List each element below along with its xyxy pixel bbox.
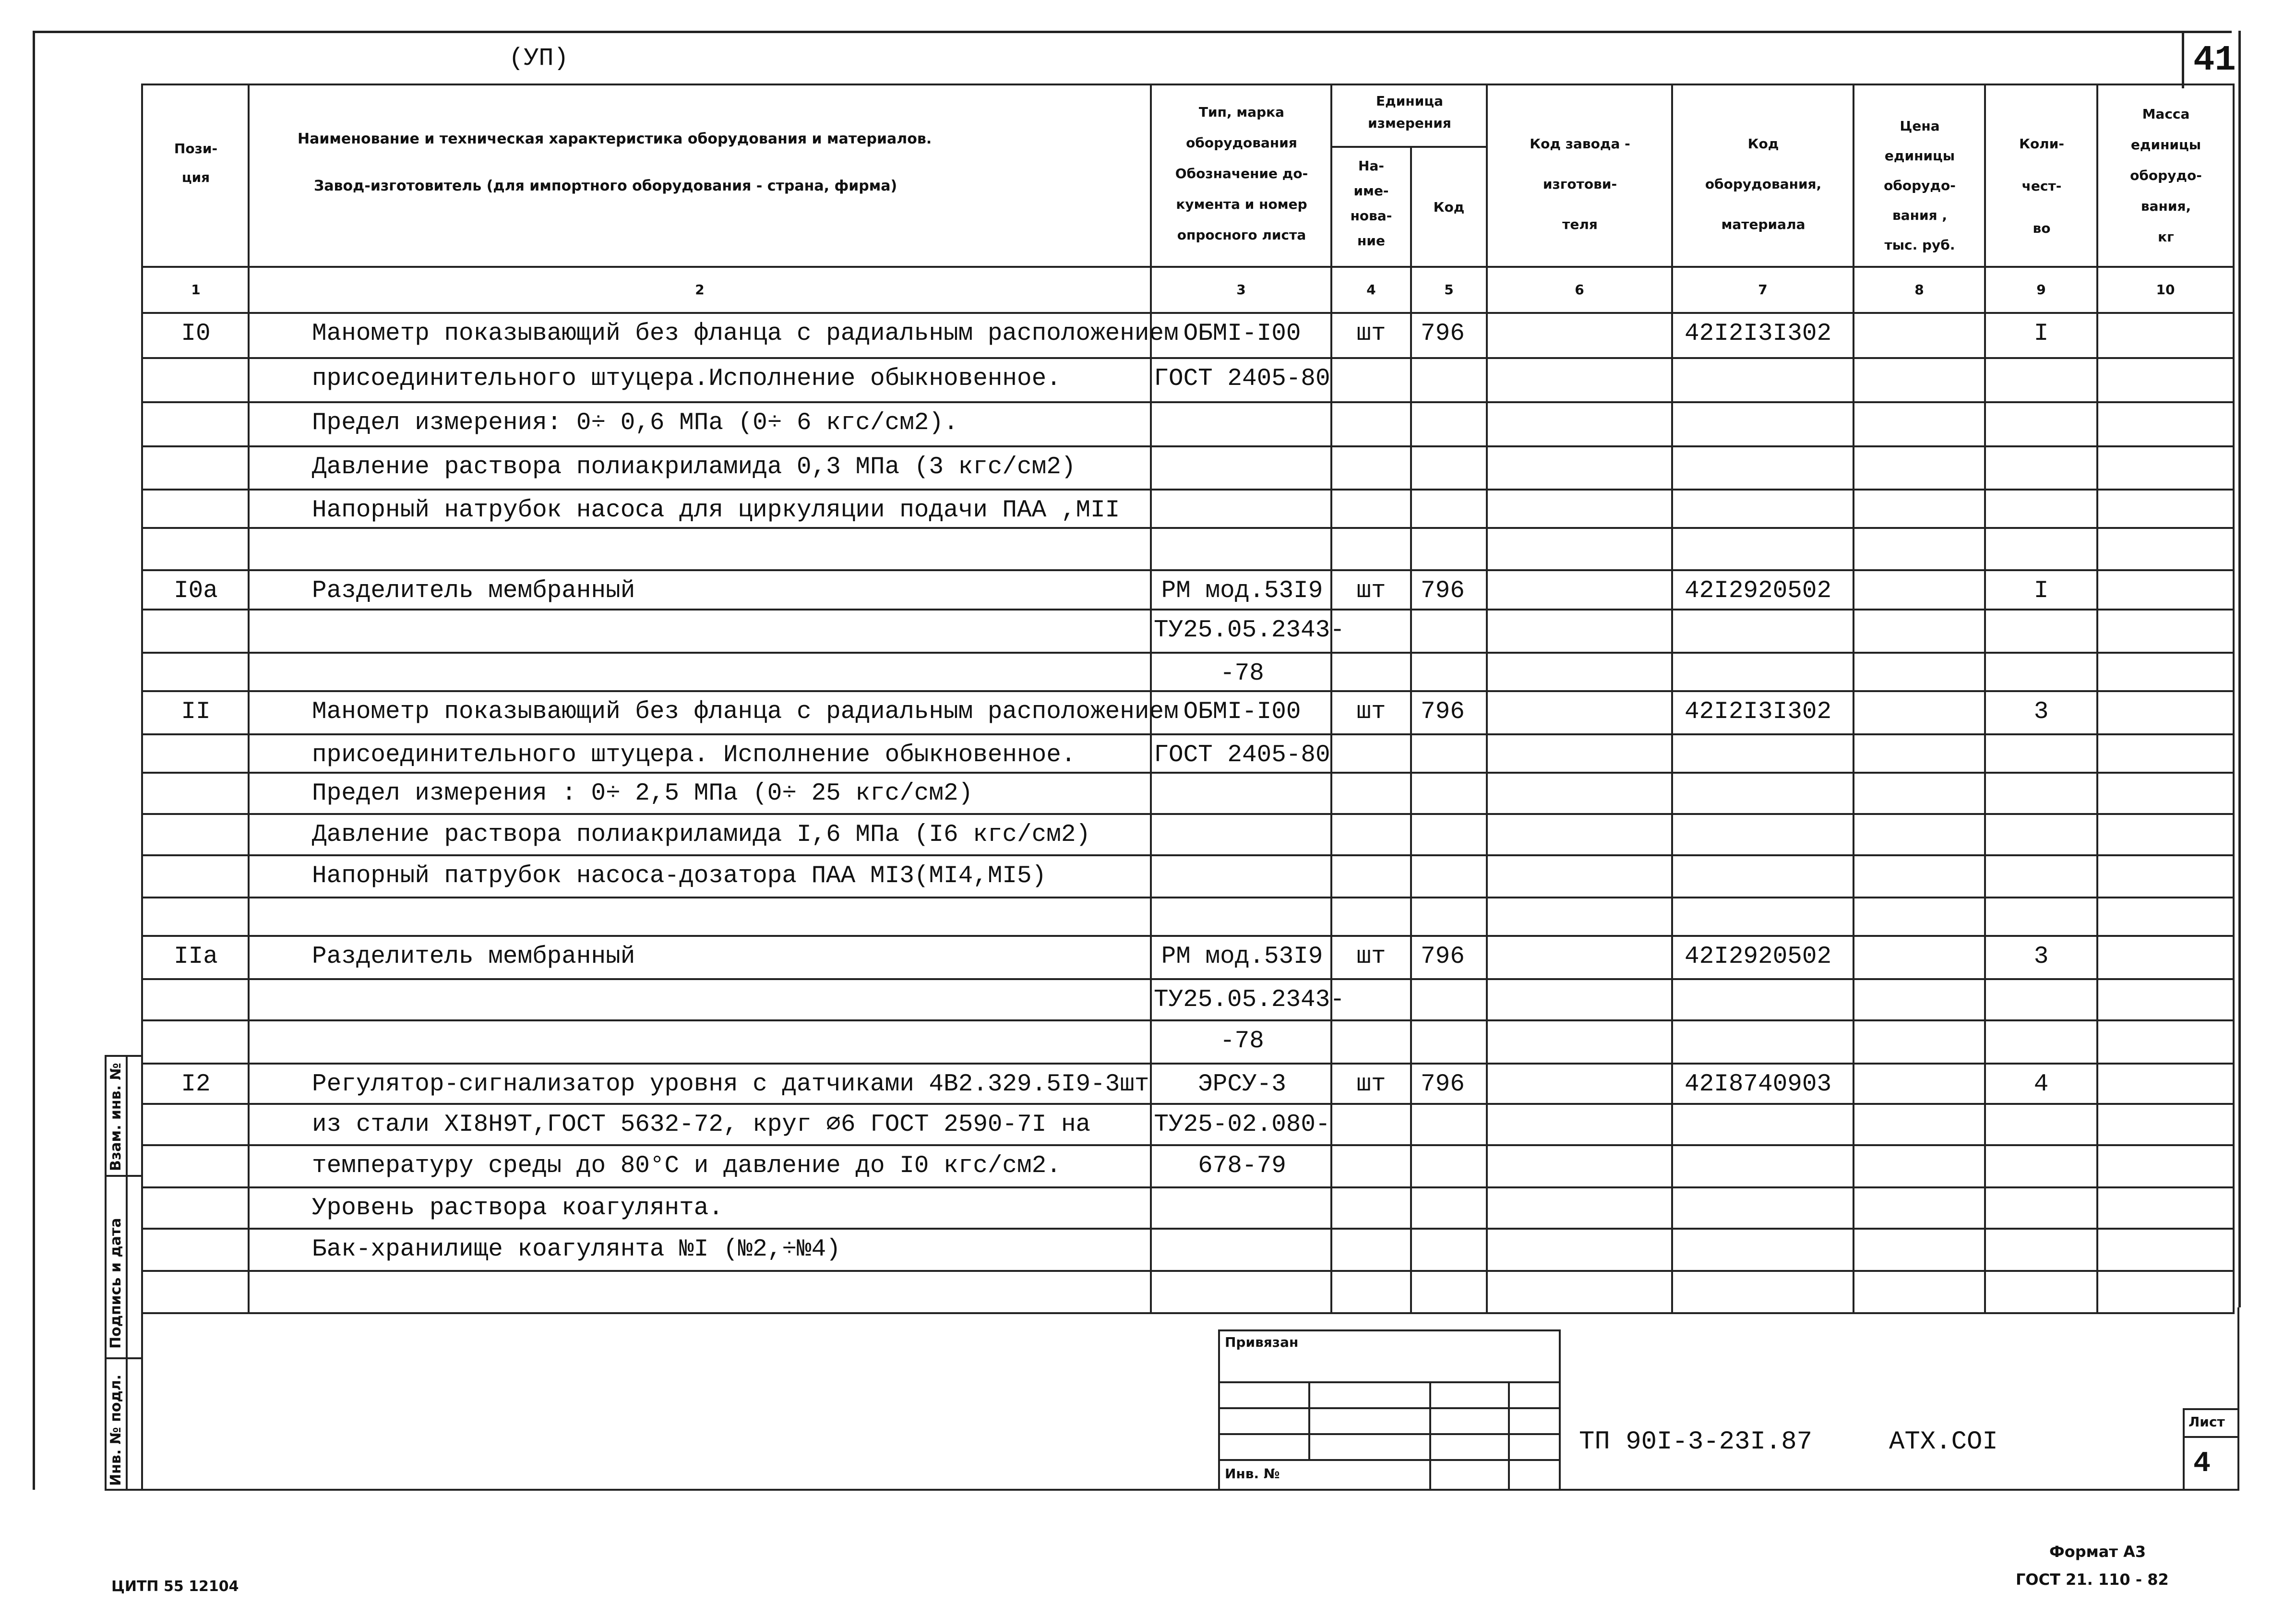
- table-cell-unit: шт: [1356, 698, 1386, 726]
- table-cell-name: Манометр показывающий без фланца с радиальным расположением: [312, 320, 1179, 347]
- col-number: 5: [1444, 282, 1454, 298]
- header-factory-code: Код завода - изготови- теля: [1530, 136, 1630, 232]
- table-cell-name: Предел измерения : 0÷ 2,5 МПа (0÷ 25 кгс/см2): [312, 780, 973, 807]
- table-cell-pos: I0: [181, 320, 211, 347]
- col-number: 9: [2036, 282, 2046, 298]
- header-unit-code: Код: [1433, 199, 1465, 215]
- sheet-number: 4: [2193, 1448, 2211, 1480]
- doc-mark: АТХ.СОI: [1889, 1427, 1998, 1457]
- table-cell-type: РМ мод.53I9: [1161, 577, 1323, 605]
- table-cell-type: ТУ25.05.2343-: [1154, 986, 1345, 1014]
- table-cell-name: Давление раствора полиакриламида I,6 МПа (I6 кгс/см2): [312, 821, 1091, 849]
- table-cell-type: ОБМI-I00: [1183, 320, 1301, 347]
- table-cell-name: присоединительного штуцера. Исполнение обыкновенное.: [312, 742, 1076, 769]
- table-cell-code: 796: [1421, 1071, 1465, 1098]
- footer-format: Формат А3: [2049, 1543, 2146, 1561]
- header-unit-name: На- име- нова- ние: [1350, 158, 1392, 249]
- stamp-privyazan: Привязан: [1225, 1334, 1299, 1350]
- table-cell-code: 796: [1421, 320, 1465, 347]
- table-cell-code: 796: [1421, 698, 1465, 726]
- table-cell-pos: I0а: [174, 577, 218, 605]
- col-number: 8: [1914, 282, 1924, 298]
- table-cell-pos: II: [181, 698, 211, 726]
- table-cell-type: ОБМI-I00: [1183, 698, 1301, 726]
- col-number: 3: [1236, 282, 1246, 298]
- table-cell-code: 796: [1421, 943, 1465, 970]
- table-cell-name: Регулятор-сигнализатор уровня с датчиками 4В2.329.5I9-3шт: [312, 1071, 1149, 1098]
- table-cell-type: ЭРСУ-3: [1198, 1071, 1286, 1098]
- side-label-inv: Инв. № подл.: [108, 1374, 124, 1486]
- table-cell-pos: IIа: [174, 943, 218, 970]
- table-cell-type: ТУ25.05.2343-: [1154, 617, 1345, 644]
- header-equipment-code: Код оборудования, материала: [1705, 136, 1822, 232]
- table-cell-qty: 3: [2033, 698, 2049, 726]
- table-cell-qty: 3: [2033, 943, 2049, 970]
- table-cell-code: 796: [1421, 577, 1465, 605]
- table-cell-equip-code: 42I2I3I302: [1685, 320, 1832, 347]
- col-number: 10: [2156, 282, 2175, 298]
- header-unit: Единица измерения: [1368, 93, 1451, 131]
- table-cell-name: Разделитель мембранный: [312, 577, 635, 605]
- header-name-line1: Наименование и техническая характеристика оборудования и материалов.: [298, 131, 932, 147]
- table-cell-name: Разделитель мембранный: [312, 943, 635, 970]
- table-cell-type: ГОСТ 2405-80: [1154, 742, 1330, 769]
- table-cell-name: присоединительного штуцера.Исполнение обыкновенное.: [312, 365, 1061, 393]
- header-name-line2: Завод-изготовитель (для импортного оборудования - страна, фирма): [314, 178, 897, 194]
- footer-gost: ГОСТ 21. 110 - 82: [2016, 1570, 2169, 1589]
- col-number: 7: [1758, 282, 1768, 298]
- header-quantity: Коли- чест- во: [2019, 136, 2064, 236]
- col-number: 6: [1575, 282, 1584, 298]
- table-cell-unit: шт: [1356, 577, 1386, 605]
- table-cell-unit: шт: [1356, 1071, 1386, 1098]
- table-cell-unit: шт: [1356, 320, 1386, 347]
- table-cell-name: Давление раствора полиакриламида 0,3 МПа (3 кгс/см2): [312, 454, 1076, 481]
- footer-left: ЦИТП 55 12104: [111, 1578, 239, 1595]
- table-cell-equip-code: 42I2I3I302: [1685, 698, 1832, 726]
- table-cell-type: -78: [1220, 1028, 1264, 1055]
- col-number: 2: [695, 282, 705, 298]
- side-label-vzam: Взам. инв. №: [108, 1063, 124, 1171]
- table-cell-type: РМ мод.53I9: [1161, 943, 1323, 970]
- doc-code: ТП 90I-3-23I.87: [1579, 1427, 1813, 1457]
- col-number: 1: [191, 282, 201, 298]
- table-cell-type: 678-79: [1198, 1152, 1286, 1180]
- table-cell-unit: шт: [1356, 943, 1386, 970]
- sheet-label: Лист: [2188, 1414, 2225, 1430]
- header-position: Пози- ция: [174, 141, 218, 185]
- table-cell-qty: I: [2033, 320, 2049, 347]
- table-cell-name: Уровень раствора коагулянта.: [312, 1195, 723, 1222]
- header-mass: Масса единицы оборудо- вания, кг: [2130, 106, 2202, 245]
- table-cell-name: Бак-хранилище коагулянта №I (№2,÷№4): [312, 1236, 841, 1263]
- table-cell-pos: I2: [181, 1071, 211, 1098]
- table-cell-name: Манометр показывающий без фланца с радиальным расположением: [312, 698, 1179, 726]
- stamp-inv: Инв. №: [1225, 1466, 1280, 1482]
- table-cell-type: ГОСТ 2405-80: [1154, 365, 1330, 393]
- header-type: Тип, марка оборудования Обозначение до- кумента и номер опросного листа: [1175, 104, 1308, 243]
- table-cell-equip-code: 42I2920502: [1685, 577, 1832, 605]
- table-cell-name: Напорный патрубок насоса-дозатора ПАА МI3(МI4,МI5): [312, 862, 1047, 890]
- table-cell-type: -78: [1220, 660, 1264, 687]
- corner-page-number: 41: [2193, 40, 2236, 81]
- side-label-podpis: Подпись и дата: [108, 1218, 124, 1349]
- table-cell-qty: 4: [2033, 1071, 2049, 1098]
- col-number: 4: [1366, 282, 1376, 298]
- table-cell-name: Напорный натрубок насоса для циркуляции подачи ПАА ,МII: [312, 497, 1120, 524]
- table-cell-type: ТУ25-02.080-: [1154, 1111, 1330, 1138]
- table-cell-name: Предел измерения: 0÷ 0,6 МПа (0÷ 6 кгс/см2).: [312, 409, 958, 437]
- sheet-mark: (УП): [509, 44, 569, 72]
- header-price: Цена единицы оборудо- вания , тыс. руб.: [1884, 118, 1956, 253]
- table-cell-name: из стали ХI8Н9Т,ГОСТ 5632-72, круг ∅6 ГОСТ 2590-7I на: [312, 1111, 1091, 1138]
- table-cell-qty: I: [2033, 577, 2049, 605]
- table-cell-equip-code: 42I2920502: [1685, 943, 1832, 970]
- table-cell-equip-code: 42I8740903: [1685, 1071, 1832, 1098]
- table-cell-name: температуру среды до 80°С и давление до I0 кгс/см2.: [312, 1152, 1061, 1180]
